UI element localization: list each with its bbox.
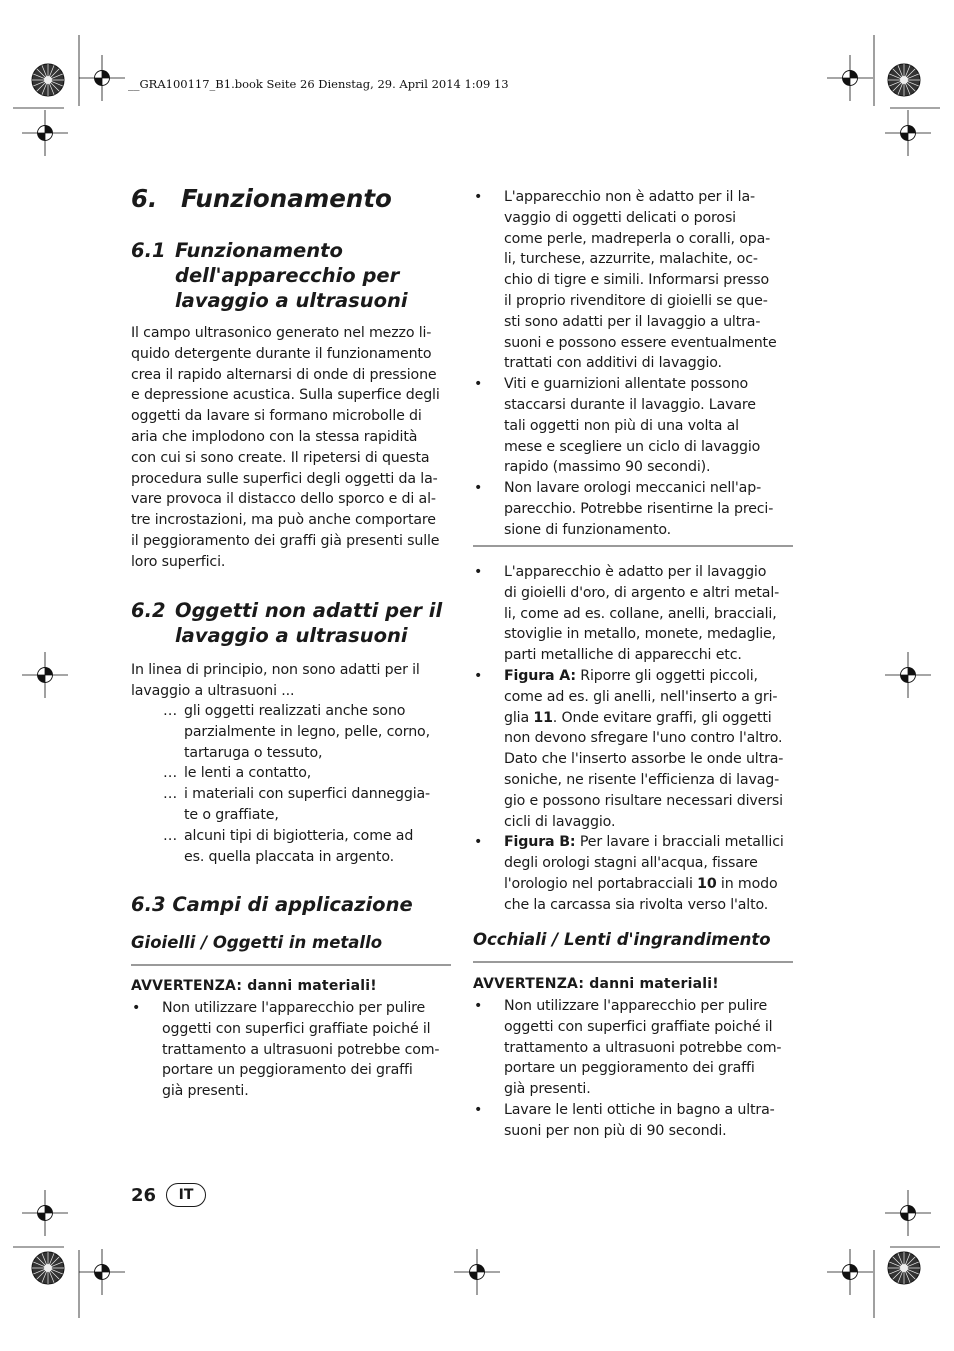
glasses-warning-list bbox=[473, 996, 793, 1142]
list-item: • Viti e guarnizioni allentate possono staccarsi durante il lavaggio. Lavare tali oggetti non più di una volta al mese e scegliere un ciclo di lavaggio rapido (massimo 90 secondi). bbox=[473, 374, 793, 478]
warning-label: AVVERTENZA: danni materiali! bbox=[473, 976, 719, 992]
not-suitable-details-list bbox=[473, 187, 793, 541]
file-info-header: __GRA100117_B1.book Seite 26 Dienstag, 29. April 2014 1:09 13 bbox=[128, 77, 509, 91]
divider bbox=[131, 964, 451, 966]
list-item-figure-b: • Figura B: Per lavare i bracciali metallici degli orologi stagni all'acqua, fissare l'orologio nel portabracciali 10 in modo che la carcassa sia rivolta verso l'alto. bbox=[473, 832, 793, 915]
list-item: • Non lavare orologi meccanici nell'ap- parecchio. Potrebbe risentirne la preci- sione di funzionamento. bbox=[473, 478, 793, 540]
color-star-mark-top-right bbox=[888, 64, 920, 96]
list-item: • Lavare le lenti ottiche in bagno a ultra- suoni per non più di 90 secondi. bbox=[473, 1100, 793, 1142]
list-item: • Non utilizzare l'apparecchio per pulire oggetti con superfici graffiate poiché il trattamento a ultrasuoni potrebbe com- portare un peggioramento dei graffi già presenti. bbox=[131, 998, 453, 1102]
color-star-mark-bottom-left bbox=[32, 1252, 64, 1284]
list-item: • L'apparecchio non è adatto per il la- vaggio di oggetti delicati o porosi come perle, madreperla o coralli, opa- li, turchese, azzurrite, malachite, oc- chio di tigre e simili. Informarsi presso il proprio rivenditore di gioielli se que- sti sono adatti per il lavaggio a ultra- suoni e possono essere eventualmente trattati con additivi di lavaggio. bbox=[473, 187, 793, 374]
list-item: … le lenti a contatto, bbox=[163, 763, 430, 784]
page-footer bbox=[131, 1183, 206, 1207]
list-item: … gli oggetti realizzati anche sono parzialmente in legno, pelle, corno, tartaruga o tessuto, bbox=[163, 701, 430, 763]
section-title: 6. Funzionamento bbox=[131, 184, 392, 213]
list-item: … i materiali con superfici danneggia- te o graffiate, bbox=[163, 784, 430, 826]
list-item: • L'apparecchio è adatto per il lavaggio di gioielli d'oro, di argento e altri metal- li, come ad es. collane, anelli, bracciali, stoviglie in metallo, monete, medaglie, parti metalliche di apparecchi etc. bbox=[473, 562, 793, 666]
subheading-jewelry-metal: Gioielli / Oggetti in metallo bbox=[131, 933, 383, 952]
paragraph-ultrasonic-field: Il campo ultrasonico generato nel mezzo li- quido detergente durante il funzionamento crea il rapido alternarsi di onde di pressione e depressione acustica. Sulla superfice degli oggetti da lavare si formano microbolle di aria che implodono con la stessa rapidità con cui si sono create. Il ripetersi di questa procedura sulle superfici degli oggetti da la- vare provoca il distacco dello sporco e di al- tre incrostazioni, ma può anche comportare il peggioramento dei graffi già presenti sulle loro superfici. bbox=[131, 325, 440, 570]
subsection-6-3-title: 6.3 Campi di applicazione bbox=[131, 893, 413, 916]
divider bbox=[473, 961, 793, 963]
warning-label: AVVERTENZA: danni materiali! bbox=[131, 978, 377, 994]
page-number: 26 bbox=[131, 1184, 157, 1206]
subsection-6-2-title: 6.2 Oggetti non adatti per il lavaggio a ultrasuoni bbox=[131, 599, 443, 647]
color-star-mark-top-left bbox=[32, 64, 64, 96]
subheading-glasses-lenses: Occhiali / Lenti d'ingrandimento bbox=[473, 930, 771, 949]
color-star-mark-bottom-right bbox=[888, 1252, 920, 1284]
list-item: • Non utilizzare l'apparecchio per pulire oggetti con superfici graffiate poiché il trattamento a ultrasuoni potrebbe com- portare un peggioramento dei graffi già presenti. bbox=[473, 996, 793, 1100]
not-suitable-list bbox=[163, 701, 430, 867]
list-item: … alcuni tipi di bigiotteria, come ad es. quella placcata in argento. bbox=[163, 826, 430, 868]
jewelry-warning-list bbox=[131, 998, 453, 1102]
list-item-figure-a: • Figura A: Riporre gli oggetti piccoli, come ad es. gli anelli, nell'inserto a gri- glia 11. Onde evitare graffi, gli oggetti non devono sfregare l'uno contro l'altro. Dato che l'inserto assorbe le onde ultra- soniche, ne risente l'efficienza di lavag- gio e possono risultare necessari diversi cicli di lavaggio. bbox=[473, 666, 793, 832]
subsection-6-1-title: 6.1 Funzionamento dell'apparecchio per lavaggio a ultrasuoni bbox=[131, 239, 408, 312]
language-badge: IT bbox=[166, 1183, 206, 1207]
divider bbox=[473, 545, 793, 547]
suitable-items-list bbox=[473, 562, 793, 916]
paragraph-not-suitable-intro: In linea di principio, non sono adatti per il lavaggio a ultrasuoni ... bbox=[131, 662, 420, 699]
